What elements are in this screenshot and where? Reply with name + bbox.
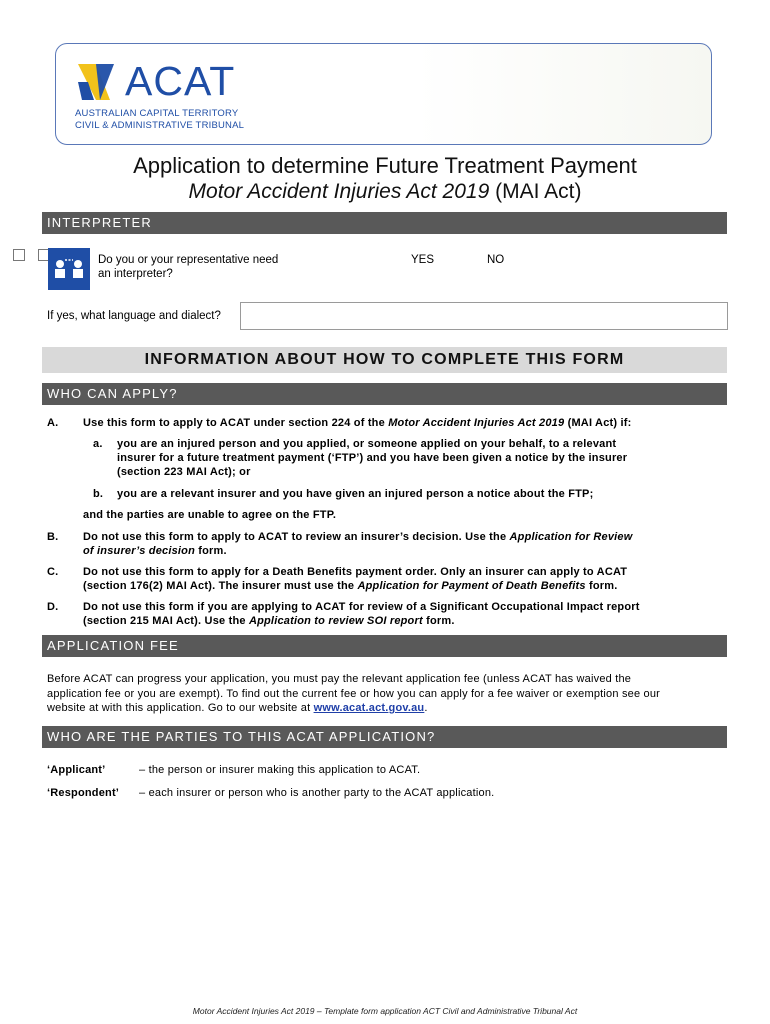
act-suffix: (MAI Act) <box>489 180 582 203</box>
interpreter-question-line2: an interpreter? <box>98 268 173 280</box>
fee-line3-post: . <box>424 702 428 714</box>
item-b-line2-form: of insurer’s decision <box>83 545 195 557</box>
item-c-line2-pre: (section 176(2) MAI Act). The insurer must use the <box>83 580 358 592</box>
logo-subtitle-line2: CIVIL & ADMINISTRATIVE TRIBUNAL <box>75 120 245 131</box>
fee-line2: application fee or you are exempt). To find out the current fee or how you can apply for a fee waiver or exemption see our <box>47 687 661 700</box>
item-d-line2-pre: (section 215 MAI Act). Use the <box>83 615 249 627</box>
item-b-line2 <box>83 544 633 558</box>
item-d-line2-post: form. <box>422 615 455 627</box>
acat-website-link[interactable]: www.acat.act.gov.au <box>313 702 425 714</box>
sub-a-text <box>117 437 722 479</box>
fee-line3 <box>47 701 727 716</box>
sub-b-letter: b. <box>93 488 104 500</box>
sub-a-line2: insurer for a future treatment payment (‘FTP’) and you have been given a notice by the insurer <box>117 452 628 464</box>
item-a-text-post: (MAI Act) if: <box>564 417 632 429</box>
item-c-letter: C. <box>47 566 59 578</box>
item-d-line1: Do not use this form if you are applying to ACAT for review of a Significant Occupational Impact report <box>83 601 640 613</box>
page-footer: Motor Accident Injuries Act 2019 – Template form application ACT Civil and Administrative Tribunal Act <box>192 1006 578 1016</box>
item-d-line2-form: Application to review SOI report <box>248 615 423 627</box>
item-a-text <box>83 416 632 430</box>
item-a-letter: A. <box>47 417 59 429</box>
info-heading: INFORMATION ABOUT HOW TO COMPLETE THIS FORM <box>42 347 727 373</box>
item-a-act: Motor Accident Injuries Act 2019 <box>388 417 565 429</box>
page-title: Application to determine Future Treatment Payment <box>133 153 637 178</box>
sub-b-text: you are a relevant insurer and you have given an injured person a notice about the FTP; <box>117 488 594 500</box>
item-c-text <box>83 565 627 593</box>
item-b-letter: B. <box>47 531 59 543</box>
sub-a-line3: (section 223 MAI Act); or <box>117 466 251 478</box>
fee-paragraph <box>47 672 727 716</box>
item-b-line1-form: Application for Review <box>509 531 633 543</box>
respondent-definition: – each insurer or person who is another party to the ACAT application. <box>139 787 495 799</box>
item-b-text <box>83 530 633 558</box>
item-b-line2-post: form. <box>195 545 227 557</box>
acat-logo-icon <box>76 60 116 104</box>
yes-label: YES <box>411 254 435 266</box>
section-interpreter-heading: INTERPRETER <box>42 212 727 234</box>
item-c-line2 <box>83 579 627 593</box>
item-d-letter: D. <box>47 601 59 613</box>
language-label: If yes, what language and dialect? <box>47 310 221 322</box>
item-d-text <box>83 600 640 628</box>
item-a-text-pre: Use this form to apply to ACAT under section 224 of the <box>83 417 389 429</box>
and-text: and the parties are unable to agree on the FTP. <box>83 509 337 521</box>
item-b-line1 <box>83 530 633 544</box>
applicant-term: ‘Applicant’ <box>47 764 106 776</box>
section-who-can-apply-heading: WHO CAN APPLY? <box>42 383 727 405</box>
sub-a-letter: a. <box>93 438 103 450</box>
fee-line1: Before ACAT can progress your application, you must pay the relevant application fee (unless ACAT has waived the <box>47 673 632 685</box>
interpreter-question <box>98 253 278 281</box>
item-c-line2-form: Application for Payment of Death Benefits <box>357 580 586 592</box>
item-c-line2-post: form. <box>585 580 618 592</box>
no-label: NO <box>487 254 505 266</box>
item-d-line2 <box>83 614 640 628</box>
interpreter-question-line1: Do you or your representative need <box>98 254 279 266</box>
logo-wordmark: ACAT <box>125 58 236 104</box>
logo-subtitle <box>75 108 244 132</box>
language-dialect-input[interactable] <box>240 302 728 330</box>
act-name: Motor Accident Injuries Act 2019 <box>188 180 490 203</box>
applicant-definition: – the person or insurer making this application to ACAT. <box>139 764 421 776</box>
section-application-fee-heading: APPLICATION FEE <box>42 635 727 657</box>
respondent-term: ‘Respondent’ <box>47 787 120 799</box>
item-c-line1: Do not use this form to apply for a Death Benefits payment order. Only an insurer can apply to ACAT <box>83 566 628 578</box>
fee-line3-pre: website at with this application. Go to our website at <box>47 702 314 714</box>
page-subtitle <box>0 180 770 204</box>
section-parties-heading: WHO ARE THE PARTIES TO THIS ACAT APPLICATION? <box>42 726 727 748</box>
item-b-line1-pre: Do not use this form to apply to ACAT to review an insurer’s decision. Use the <box>83 531 510 543</box>
interpreter-checkbox-1[interactable] <box>13 249 25 261</box>
interpreter-icon <box>48 248 90 290</box>
sub-a-line1: you are an injured person and you applied, or someone applied on your behalf, to a relevant <box>117 438 617 450</box>
logo-subtitle-line1: AUSTRALIAN CAPITAL TERRITORY <box>75 108 239 119</box>
